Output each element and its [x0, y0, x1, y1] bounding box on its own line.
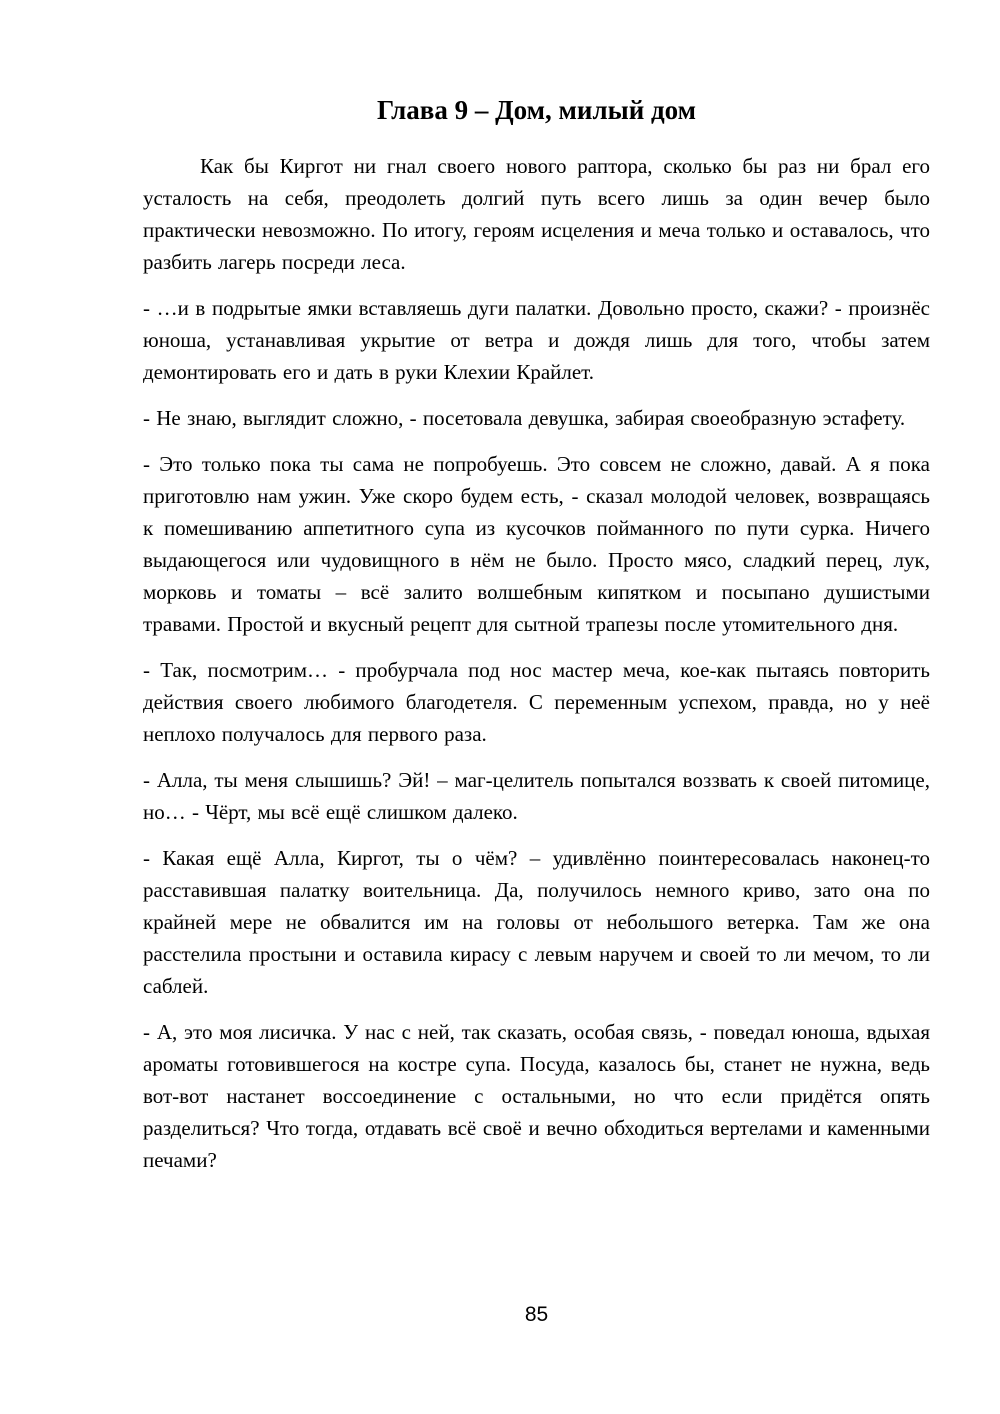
paragraph-dialogue-7: - А, это моя лисичка. У нас с ней, так сказать, особая связь, - поведал юноша, вдыхая ароматы готовившегося на костре супа. Посуда, казалось бы, станет не нужна, ведь вот-вот настанет воссоединение с остальными, но что если придётся опять разделиться? Что тогда, отдавать всё своё и вечно обходиться вертелами и каменными печами?	[143, 1020, 930, 1172]
paragraph-dialogue-3: - Это только пока ты сама не попробуешь. Это совсем не сложно, давай. А я пока приготовлю нам ужин. Уже скоро будем есть, - сказал молодой человек, возвращаясь к помешиванию аппетитного супа из кусочков пойманного по пути сурка. Ничего выдающегося или чудовищного в нём не было. Просто мясо, сладкий перец, лук, морковь и томаты – всё залито волшебным кипятком и посыпано душистыми травами. Простой и вкусный рецепт для сытной трапезы после утомительного дня.	[143, 452, 930, 636]
paragraph-dialogue-5: - Алла, ты меня слышишь? Эй! – маг-целитель попытался воззвать к своей питомице, но… - Чёрт, мы всё ещё слишком далеко.	[143, 768, 930, 824]
chapter-title: Глава 9 – Дом, милый дом	[376, 95, 697, 125]
paragraph-dialogue-4: - Так, посмотрим… - пробурчала под нос мастер меча, кое-как пытаясь повторить действия своего любимого благодетеля. С переменным успехом, правда, но у неё неплохо получалось для первого раза.	[143, 658, 930, 746]
paragraph-dialogue-1: - …и в подрытые ямки вставляешь дуги палатки. Довольно просто, скажи? - произнёс юноша, устанавливая укрытие от ветра и дождя лишь для того, чтобы затем демонтировать его и дать в руки Клехии Крайлет.	[143, 296, 930, 384]
page-number: 85	[524, 1303, 549, 1326]
paragraph-dialogue-2: - Не знаю, выглядит сложно, - посетовала девушка, забирая своеобразную эстафету.	[143, 406, 906, 430]
paragraph-narration-1: Как бы Киргот ни гнал своего нового раптора, сколько бы раз ни брал его усталость на себя, преодолеть долгий путь всего лишь за один вечер было практически невозможно. По итогу, героям исцеления и меча только и оставалось, что разбить лагерь посреди леса.	[143, 154, 930, 274]
paragraph-dialogue-6: - Какая ещё Алла, Киргот, ты о чём? – удивлённо поинтересовалась наконец-то расставившая палатку воительница. Да, получилось немного криво, зато она по крайней мере не обвалится им на головы от небольшого ветерка. Там же она расстелила простыни и оставила кирасу с левым наручем и своей то ли мечом, то ли саблей.	[143, 846, 930, 998]
page-content	[143, 92, 930, 1190]
page-footer	[143, 1303, 930, 1327]
